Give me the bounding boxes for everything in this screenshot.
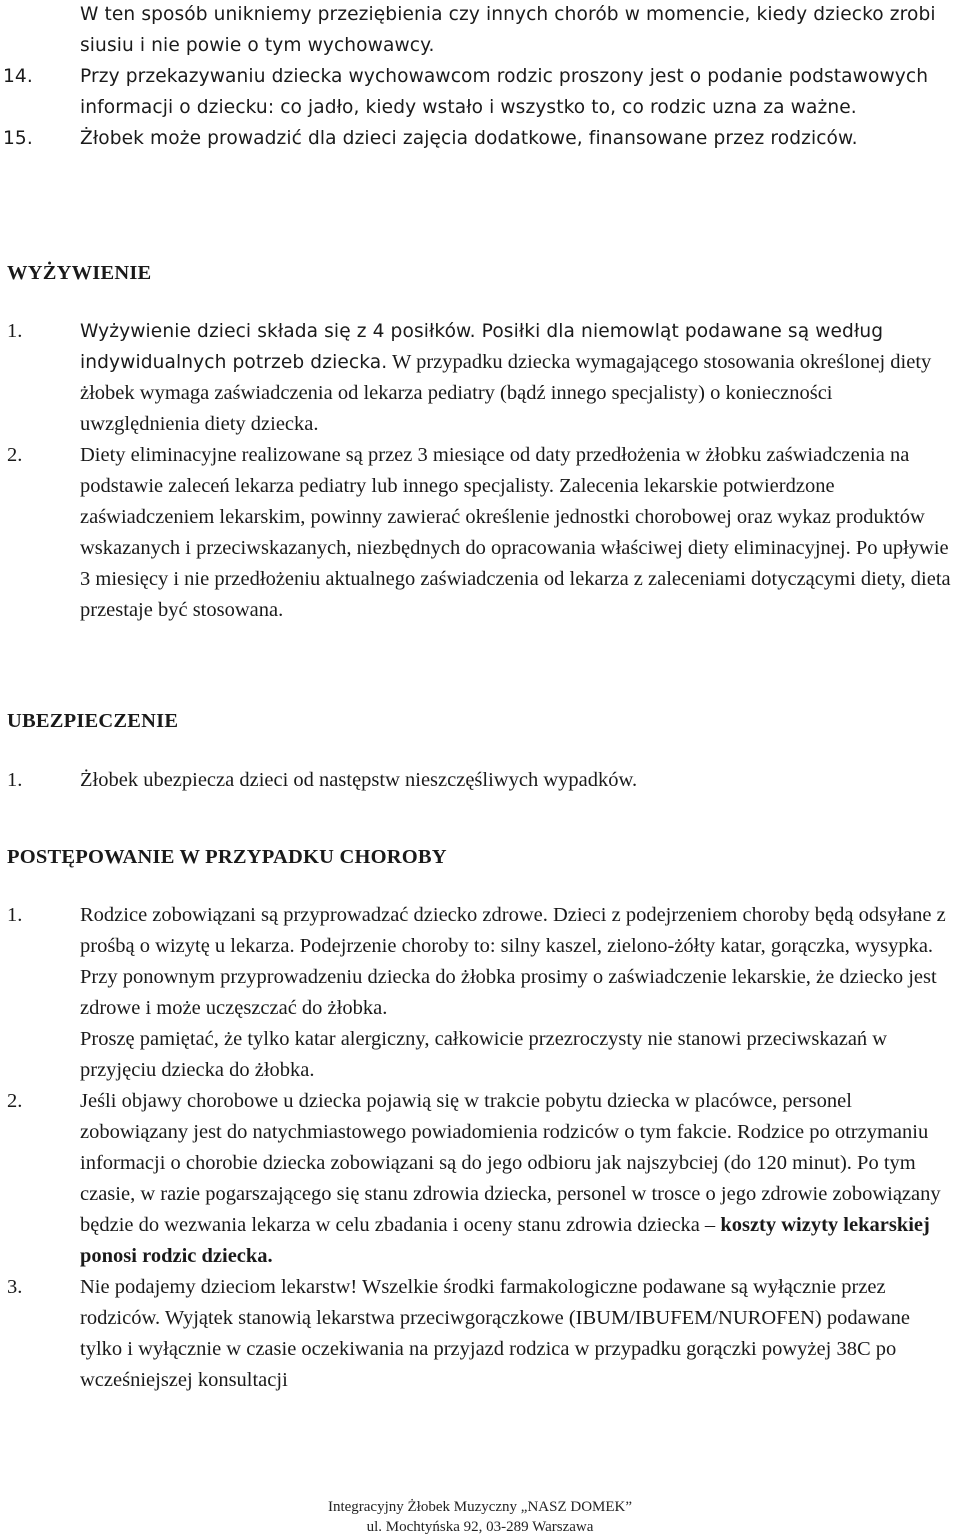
section-heading-ubezpieczenie: UBEZPIECZENIE	[7, 710, 179, 732]
wyzywienie-list	[0, 316, 960, 626]
item-text: Nie podajemy dzieciom lekarstw! Wszelkie środki farmakologiczne podawane są wyłącznie przez rodziców. Wyjątek stanowią lekarstwa przeciwgorączkowe (IBUM/IBUFEM/NUROFEN) podawane tylko i wyłącznie w czasie oczekiwania na przyjazd rodzica w przypadku gorączki powyżej 38C po wcześniejszej konsultacji	[80, 1276, 910, 1391]
footer-line-2: ul. Mochtyńska 92, 03-289 Warszawa	[366, 1519, 594, 1535]
item-number: 15.	[3, 128, 33, 149]
section-heading-wyzywienie: WYŻYWIENIE	[7, 262, 152, 284]
intro-paragraph: W ten sposób unikniemy przeziębienia czy innych chorób w momencie, kiedy dziecko zrobi siusiu i nie powie o tym wychowawcy.	[80, 4, 936, 56]
list-item-14	[0, 61, 960, 123]
list-item	[0, 900, 960, 1024]
item-text: Żłobek ubezpiecza dzieci od następstw nieszczęśliwych wypadków.	[80, 769, 638, 791]
item-number: 14.	[3, 66, 33, 87]
list-item	[0, 1086, 960, 1272]
item-text-sans: Wyżywienie dzieci składa się z 4 posiłków. Posiłki dla niemowląt podawane są według indywidualnych potrzeb dziecka.	[80, 321, 884, 373]
item-number: 1.	[7, 904, 23, 926]
section-heading-choroba: POSTĘPOWANIE W PRZYPADKU CHOROBY	[7, 846, 447, 868]
item-number: 1.	[7, 320, 23, 342]
page-footer	[0, 1497, 960, 1537]
list-item	[0, 440, 960, 626]
item-note: Proszę pamiętać, że tylko katar alergiczny, całkowicie przezroczysty nie stanowi przeciwskazań w przyjęciu dziecka do żłobka.	[80, 1028, 888, 1081]
item-text: W przypadku dziecka wymagającego stosowania określonej diety żłobek wymaga zaświadczenia od lekarza pediatry (bądź innego specjalisty) o konieczności uwzględnienia diety dziecka.	[80, 351, 932, 435]
ubezpieczenie-list	[0, 765, 960, 796]
list-item	[0, 765, 960, 796]
item-text: Żłobek może prowadzić dla dzieci zajęcia dodatkowe, finansowane przez rodziców.	[80, 128, 858, 149]
footer-line-1: Integracyjny Żłobek Muzyczny „NASZ DOMEK”	[327, 1499, 633, 1515]
item-number: 2.	[7, 444, 23, 466]
item-text: Rodzice zobowiązani są przyprowadzać dziecko zdrowe. Dzieci z podejrzeniem choroby będą odsyłane z prośbą o wizytę u lekarza. Podejrzenie choroby to: silny kaszel, zielono-żółty katar, gorączka, wysypka. Przy ponownym przyprowadzeniu dziecka do żłobka prosimy o zaświadczenie lekarskie, że dziecko jest zdrowe i może uczęszczać do żłobka.	[80, 904, 946, 1019]
item-number: 2.	[7, 1090, 23, 1112]
intro-section	[0, 0, 960, 154]
item-text-bold: koszty wizyty lekarskiej ponosi rodzic dziecka.	[80, 1214, 930, 1267]
choroba-list	[0, 900, 960, 1396]
item-text: Jeśli objawy chorobowe u dziecka pojawią się w trakcie pobytu dziecka w placówce, personel zobowiązany jest do natychmiastowego powiadomienia rodziców o tym fakcie. Rodzice po otrzymaniu informacji o chorobie dziecka zobowiązani są do jego odbioru jak najszybciej (do 120 minut). Po tym czasie, w razie pogarszającego się stanu zdrowia dziecka, personel w trosce o jego zdrowie zobowiązany będzie do wezwania lekarza w celu zbadania i oceny stanu zdrowia dziecka –	[80, 1090, 941, 1236]
list-item-15	[0, 123, 960, 154]
list-item	[0, 316, 960, 440]
item-text: Diety eliminacyjne realizowane są przez 3 miesiące od daty przedłożenia w żłobku zaświadczenia na podstawie zaleceń lekarza pediatry lub innego specjalisty. Zalecenia lekarskie potwierdzone zaświadczeniem lekarskim, powinny zawierać określenie jednostki chorobowej oraz wykaz produktów wskazanych i przeciwskazanych, niezbędnych do opracowania właściwej diety eliminacyjnej. Po upływie 3 miesięcy i nie przedłożeniu aktualnego zaświadczenia od lekarza z zaleceniami dotyczącymi diety, dieta przestaje być stosowana.	[80, 444, 951, 621]
item-number: 3.	[7, 1276, 23, 1298]
item-text: Przy przekazywaniu dziecka wychowawcom rodzic proszony jest o podanie podstawowych informacji o dziecku: co jadło, kiedy wstało i wszystko to, co rodzic uzna za ważne.	[80, 66, 929, 118]
item-number: 1.	[7, 769, 23, 791]
list-item	[0, 1272, 960, 1396]
